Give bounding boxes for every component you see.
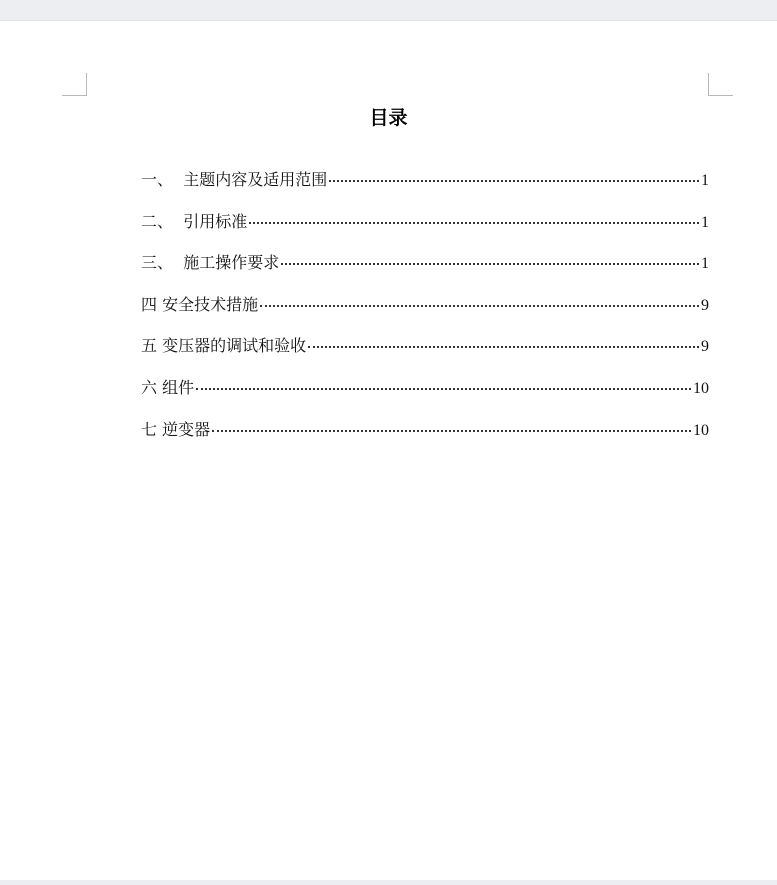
toc-dot-leader (308, 346, 699, 348)
toc-entry-page: 10 (693, 421, 709, 439)
toc-entry-text: 安全技术措施 (162, 294, 259, 314)
toc-entry-number: 五 (141, 336, 163, 356)
toc-entry[interactable] (141, 417, 709, 459)
toc-dot-leader (260, 305, 699, 307)
toc-entry-page: 9 (701, 338, 709, 356)
toc-entry-text: 引用标准 (183, 211, 248, 231)
toc-entry-number: 一、 (141, 170, 184, 189)
toc-entry-number: 六 (141, 377, 163, 397)
toc-entry-page: 1 (701, 172, 709, 189)
toc-entry-number: 四 (141, 294, 163, 314)
toc-entry-page: 1 (701, 213, 709, 231)
toc-dot-leader (249, 222, 699, 224)
toc-dot-leader (329, 180, 699, 182)
toc-title: 目录 (369, 107, 408, 129)
toc-entry[interactable] (141, 375, 709, 417)
toc-entry[interactable] (141, 167, 709, 209)
toc-entry-page: 9 (701, 296, 709, 314)
margin-corner-mark-top-left (62, 73, 87, 96)
toc-entry-text: 主题内容及适用范围 (183, 170, 328, 189)
toc-entry-text: 逆变器 (162, 419, 211, 439)
document-bottom-gutter (0, 880, 777, 885)
table-of-contents (141, 167, 709, 458)
toc-entry-text: 施工操作要求 (183, 253, 280, 273)
toc-entry[interactable] (141, 292, 709, 334)
toc-entry-number: 三、 (141, 253, 184, 273)
toc-entry-page: 10 (693, 379, 709, 397)
toc-entry[interactable] (141, 209, 709, 251)
toc-entry[interactable] (141, 333, 709, 375)
toc-dot-leader (281, 263, 699, 265)
toc-entry[interactable] (141, 250, 709, 292)
toc-dot-leader (196, 388, 691, 390)
toc-entry-number: 二、 (141, 211, 184, 231)
toc-dot-leader (212, 430, 691, 432)
document-page (0, 20, 777, 881)
toc-entry-page: 1 (701, 255, 709, 273)
margin-corner-mark-top-right (708, 73, 733, 96)
toc-entry-text: 变压器的调试和验收 (162, 336, 307, 356)
toc-entry-text: 组件 (162, 377, 195, 397)
toc-entry-number: 七 (141, 419, 163, 439)
